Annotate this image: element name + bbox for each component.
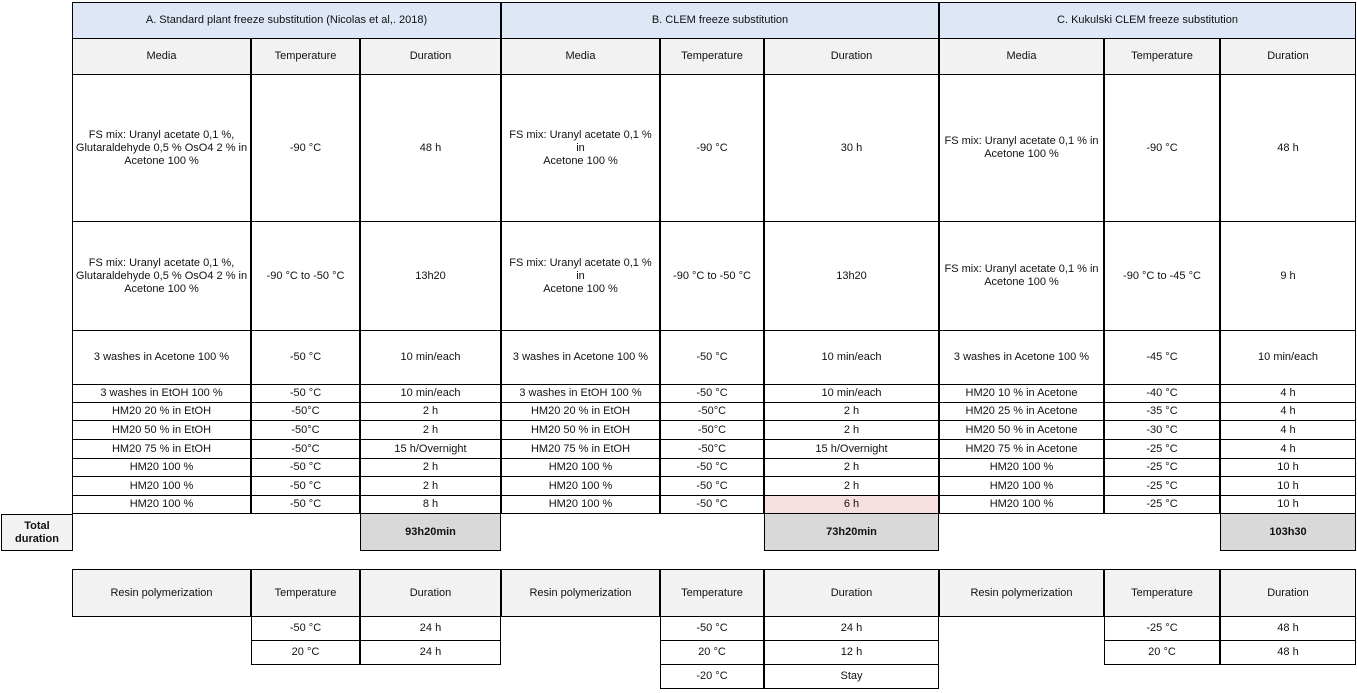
table-cell: HM20 100 % [72,496,251,514]
resin-cell: 24 h [764,617,939,641]
table-cell: HM20 20 % in EtOH [72,403,251,421]
table-cell: FS mix: Uranyl acetate 0,1 % in Acetone 100 % [939,75,1104,222]
resin-polymerization-label: Resin polymerization [72,569,251,617]
table-cell: 3 washes in Acetone 100 % [501,331,660,385]
table-cell: HM20 50 % in Acetone [939,421,1104,440]
column-header: Media [72,39,251,75]
table-cell: -90 °C to -50 °C [660,222,764,331]
table-cell: -50 °C [251,331,360,385]
table-cell: -50°C [660,440,764,459]
column-header: Duration [764,39,939,75]
table-cell: 48 h [1220,75,1356,222]
table-cell: HM20 20 % in EtOH [501,403,660,421]
resin-cell: 20 °C [251,641,360,665]
table-cell: 10 min/each [360,385,501,403]
total-duration-value: 73h20min [764,514,939,551]
table-cell: 4 h [1220,403,1356,421]
resin-cell: 20 °C [1104,641,1220,665]
total-duration-value: 93h20min [360,514,501,551]
table-cell: HM20 100 % [501,496,660,514]
table-cell: 2 h [360,477,501,496]
table-cell: 4 h [1220,440,1356,459]
table-cell: 13h20 [360,222,501,331]
resin-cell: 12 h [764,641,939,665]
table-cell: -25 °C [1104,440,1220,459]
table-cell: 4 h [1220,385,1356,403]
protocol-title: A. Standard plant freeze substitution (Nicolas et al,. 2018) [72,2,501,39]
table-cell: 10 min/each [764,331,939,385]
table-cell: FS mix: Uranyl acetate 0,1 % in Acetone 100 % [501,75,660,222]
table-cell: -50 °C [251,496,360,514]
table-cell: 10 h [1220,496,1356,514]
table-cell: -25 °C [1104,477,1220,496]
column-header: Media [939,39,1104,75]
table-cell: -50 °C [660,477,764,496]
table-cell: HM20 50 % in EtOH [501,421,660,440]
table-cell: 48 h [360,75,501,222]
resin-cell: Stay [764,665,939,689]
column-header: Duration [360,39,501,75]
table-cell: -50°C [251,440,360,459]
column-header: Temperature [251,39,360,75]
table-cell: FS mix: Uranyl acetate 0,1 %, Glutaraldehyde 0,5 % OsO4 2 % in Acetone 100 % [72,222,251,331]
resin-column-header: Temperature [660,569,764,617]
table-cell: -50 °C [660,496,764,514]
table-cell: 15 h/Overnight [360,440,501,459]
resin-column-header: Duration [360,569,501,617]
table-cell: HM20 100 % [501,477,660,496]
column-header: Temperature [1104,39,1220,75]
table-cell: HM20 100 % [939,496,1104,514]
table-cell: -90 °C to -45 °C [1104,222,1220,331]
resin-cell: -25 °C [1104,617,1220,641]
table-cell: 2 h [360,403,501,421]
table-cell: -30 °C [1104,421,1220,440]
resin-cell: 48 h [1220,617,1356,641]
resin-cell: -50 °C [251,617,360,641]
table-cell: FS mix: Uranyl acetate 0,1 % in Acetone 100 % [501,222,660,331]
table-cell: 3 washes in EtOH 100 % [72,385,251,403]
table-cell: 6 h [764,496,939,514]
resin-polymerization-label: Resin polymerization [501,569,660,617]
table-cell: HM20 75 % in Acetone [939,440,1104,459]
table-cell: HM20 100 % [72,459,251,477]
table-cell: -50 °C [660,331,764,385]
protocol-title: B. CLEM freeze substitution [501,2,939,39]
table-cell: -50 °C [251,385,360,403]
table-cell: 15 h/Overnight [764,440,939,459]
resin-cell: -50 °C [660,617,764,641]
table-cell: 2 h [764,403,939,421]
table-cell: 10 min/each [1220,331,1356,385]
table-cell: 4 h [1220,421,1356,440]
resin-column-header: Duration [1220,569,1356,617]
resin-column-header: Temperature [1104,569,1220,617]
table-cell: -25 °C [1104,459,1220,477]
column-header: Media [501,39,660,75]
table-cell: -50°C [251,403,360,421]
table-cell: FS mix: Uranyl acetate 0,1 % in Acetone 100 % [939,222,1104,331]
resin-cell: 48 h [1220,641,1356,665]
table-cell: HM20 25 % in Acetone [939,403,1104,421]
table-cell: 10 min/each [764,385,939,403]
table-cell: 2 h [360,459,501,477]
table-cell: 2 h [764,421,939,440]
column-header: Temperature [660,39,764,75]
table-cell: 3 washes in Acetone 100 % [72,331,251,385]
table-cell: HM20 10 % in Acetone [939,385,1104,403]
total-duration-value: 103h30 [1220,514,1356,551]
table-cell: HM20 75 % in EtOH [72,440,251,459]
resin-cell: 20 °C [660,641,764,665]
table-cell: 2 h [360,421,501,440]
table-cell: -25 °C [1104,496,1220,514]
table-cell: HM20 75 % in EtOH [501,440,660,459]
resin-polymerization-label: Resin polymerization [939,569,1104,617]
total-duration-label: Total duration [1,514,73,551]
table-cell: 3 washes in Acetone 100 % [939,331,1104,385]
table-cell: HM20 100 % [939,477,1104,496]
protocol-title: C. Kukulski CLEM freeze substitution [939,2,1356,39]
table-cell: HM20 50 % in EtOH [72,421,251,440]
table-cell: HM20 100 % [939,459,1104,477]
table-cell: -50°C [660,421,764,440]
table-cell: 30 h [764,75,939,222]
table-cell: -50°C [251,421,360,440]
resin-cell: 24 h [360,617,501,641]
table-cell: 10 h [1220,477,1356,496]
table-cell: 3 washes in EtOH 100 % [501,385,660,403]
table-cell: -90 °C [251,75,360,222]
table-cell: 8 h [360,496,501,514]
table-cell: FS mix: Uranyl acetate 0,1 %, Glutaraldehyde 0,5 % OsO4 2 % in Acetone 100 % [72,75,251,222]
column-header: Duration [1220,39,1356,75]
table-cell: -90 °C to -50 °C [251,222,360,331]
table-cell: -50°C [660,403,764,421]
table-cell: -50 °C [251,459,360,477]
table-cell: -50 °C [251,477,360,496]
table-cell: 2 h [764,459,939,477]
table-cell: -35 °C [1104,403,1220,421]
table-cell: -50 °C [660,459,764,477]
table-cell: -40 °C [1104,385,1220,403]
table-cell: -45 °C [1104,331,1220,385]
table-cell: 10 min/each [360,331,501,385]
table-cell: 10 h [1220,459,1356,477]
resin-cell: -20 °C [660,665,764,689]
table-cell: 9 h [1220,222,1356,331]
table-cell: -90 °C [660,75,764,222]
table-cell: HM20 100 % [501,459,660,477]
table-cell: 13h20 [764,222,939,331]
table-cell: HM20 100 % [72,477,251,496]
table-cell: -90 °C [1104,75,1220,222]
resin-column-header: Temperature [251,569,360,617]
resin-cell: 24 h [360,641,501,665]
table-cell: 2 h [764,477,939,496]
table-cell: -50 °C [660,385,764,403]
resin-column-header: Duration [764,569,939,617]
